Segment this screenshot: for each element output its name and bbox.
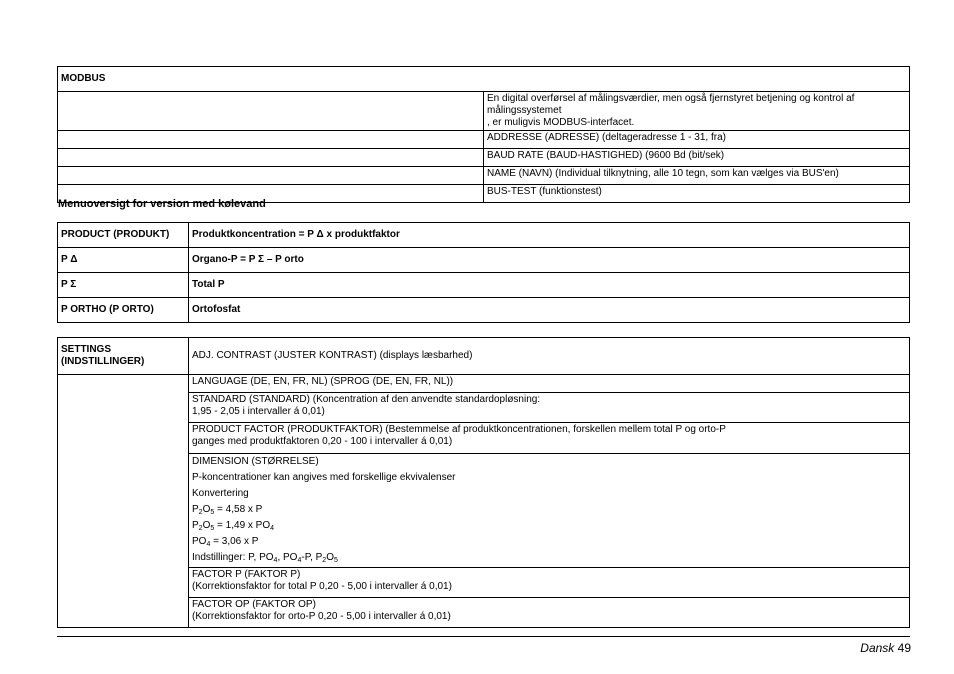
dimension-title: DIMENSION (STØRRELSE) [192,456,319,467]
settings-factor-p: FACTOR P (FAKTOR P) (Korrektionsfaktor for total P 0,20 - 5,00 i intervaller á 0,01) [189,568,910,598]
settings-label: SETTINGS (INDSTILLINGER) [58,338,189,375]
modbus-blank-cell [58,92,484,131]
modbus-blank-cell [58,167,484,185]
settings-standard: STANDARD (STANDARD) (Koncentration af den anvendte standardopløsning: 1,95 - 2,05 i intervaller á 0,01) [189,393,910,423]
page-footer [860,641,911,655]
conversion-po4-p: $PO_4 = 3,06$ x P [192,536,259,548]
menu-item-value: Ortofosfat [189,298,910,323]
menu-item-name: P ORTHO (P ORTO) [58,298,189,323]
modbus-address: ADDRESSE (ADRESSE) (deltageradresse 1 - 31, fra) [484,131,910,149]
menu-item-name: P Δ [58,248,189,273]
menu-item-value: Organo-P = P Σ – P orto [189,248,910,273]
conversion-p2o5-po4: $P_2O_5 = 1,49$ x $PO_4$ [192,520,275,532]
menu-item-name: PRODUCT (PRODUKT) [58,223,189,248]
modbus-blank-cell [58,131,484,149]
menu-item-name: P Σ [58,273,189,298]
modbus-table [57,66,910,203]
settings-contrast: ADJ. CONTRAST (JUSTER KONTRAST) (displays læsbarhed) [189,338,910,375]
settings-product-factor: PRODUCT FACTOR (PRODUKTFAKTOR) (Bestemmelse af produktkoncentrationen, forskellen mellem total P og orto-P ganges med produktfaktoren 0,20 - 100 i intervaller á 0,01) [189,423,910,454]
footer-rule [57,636,910,637]
settings-blank-cell [58,375,189,628]
page-number: 49 [897,641,911,655]
menu-item-value: Total P [189,273,910,298]
menu-item-value: Produktkoncentration = P Δ x produktfaktor [189,223,910,248]
dimension-settings: Indstillinger: P, $PO_4$, $PO_4-P$, $P_2O_5$ [192,552,338,564]
dimension-description: P-koncentrationer kan angives med forskellige ekvivalenser [192,472,456,483]
settings-dimension [189,454,910,568]
dimension-conversion: Konvertering [192,488,249,499]
footer-language: Dansk [860,641,895,655]
settings-factor-op: FACTOR OP (FAKTOR OP) (Korrektionsfaktor for orto-P 0,20 - 5,00 i intervaller á 0,01) [189,598,910,628]
settings-language: LANGUAGE (DE, EN, FR, NL) (SPROG (DE, EN, FR, NL)) [189,375,910,393]
modbus-name: NAME (NAVN) (Individual tilknytning, alle 10 tegn, som kan vælges via BUS'en) [484,167,910,185]
menu-overview-table [57,222,910,323]
modbus-baud-rate: BAUD RATE (BAUD-HASTIGHED) (9600 Bd (bit/sek) [484,149,910,167]
conversion-p2o5-p: $P_2O_5 = 4,58$ x P [192,504,263,516]
modbus-blank-cell [58,149,484,167]
modbus-intro: En digital overførsel af målingsværdier, men også fjernstyret betjening og kontrol af målingssystemet , er muligvis MODBUS-interfacet. [484,92,910,131]
modbus-header: MODBUS [58,67,910,92]
settings-table [57,337,910,628]
section-heading: Menuoversigt for version med kølevand [58,198,266,210]
modbus-bus-test: BUS-TEST (funktionstest) [484,185,910,203]
